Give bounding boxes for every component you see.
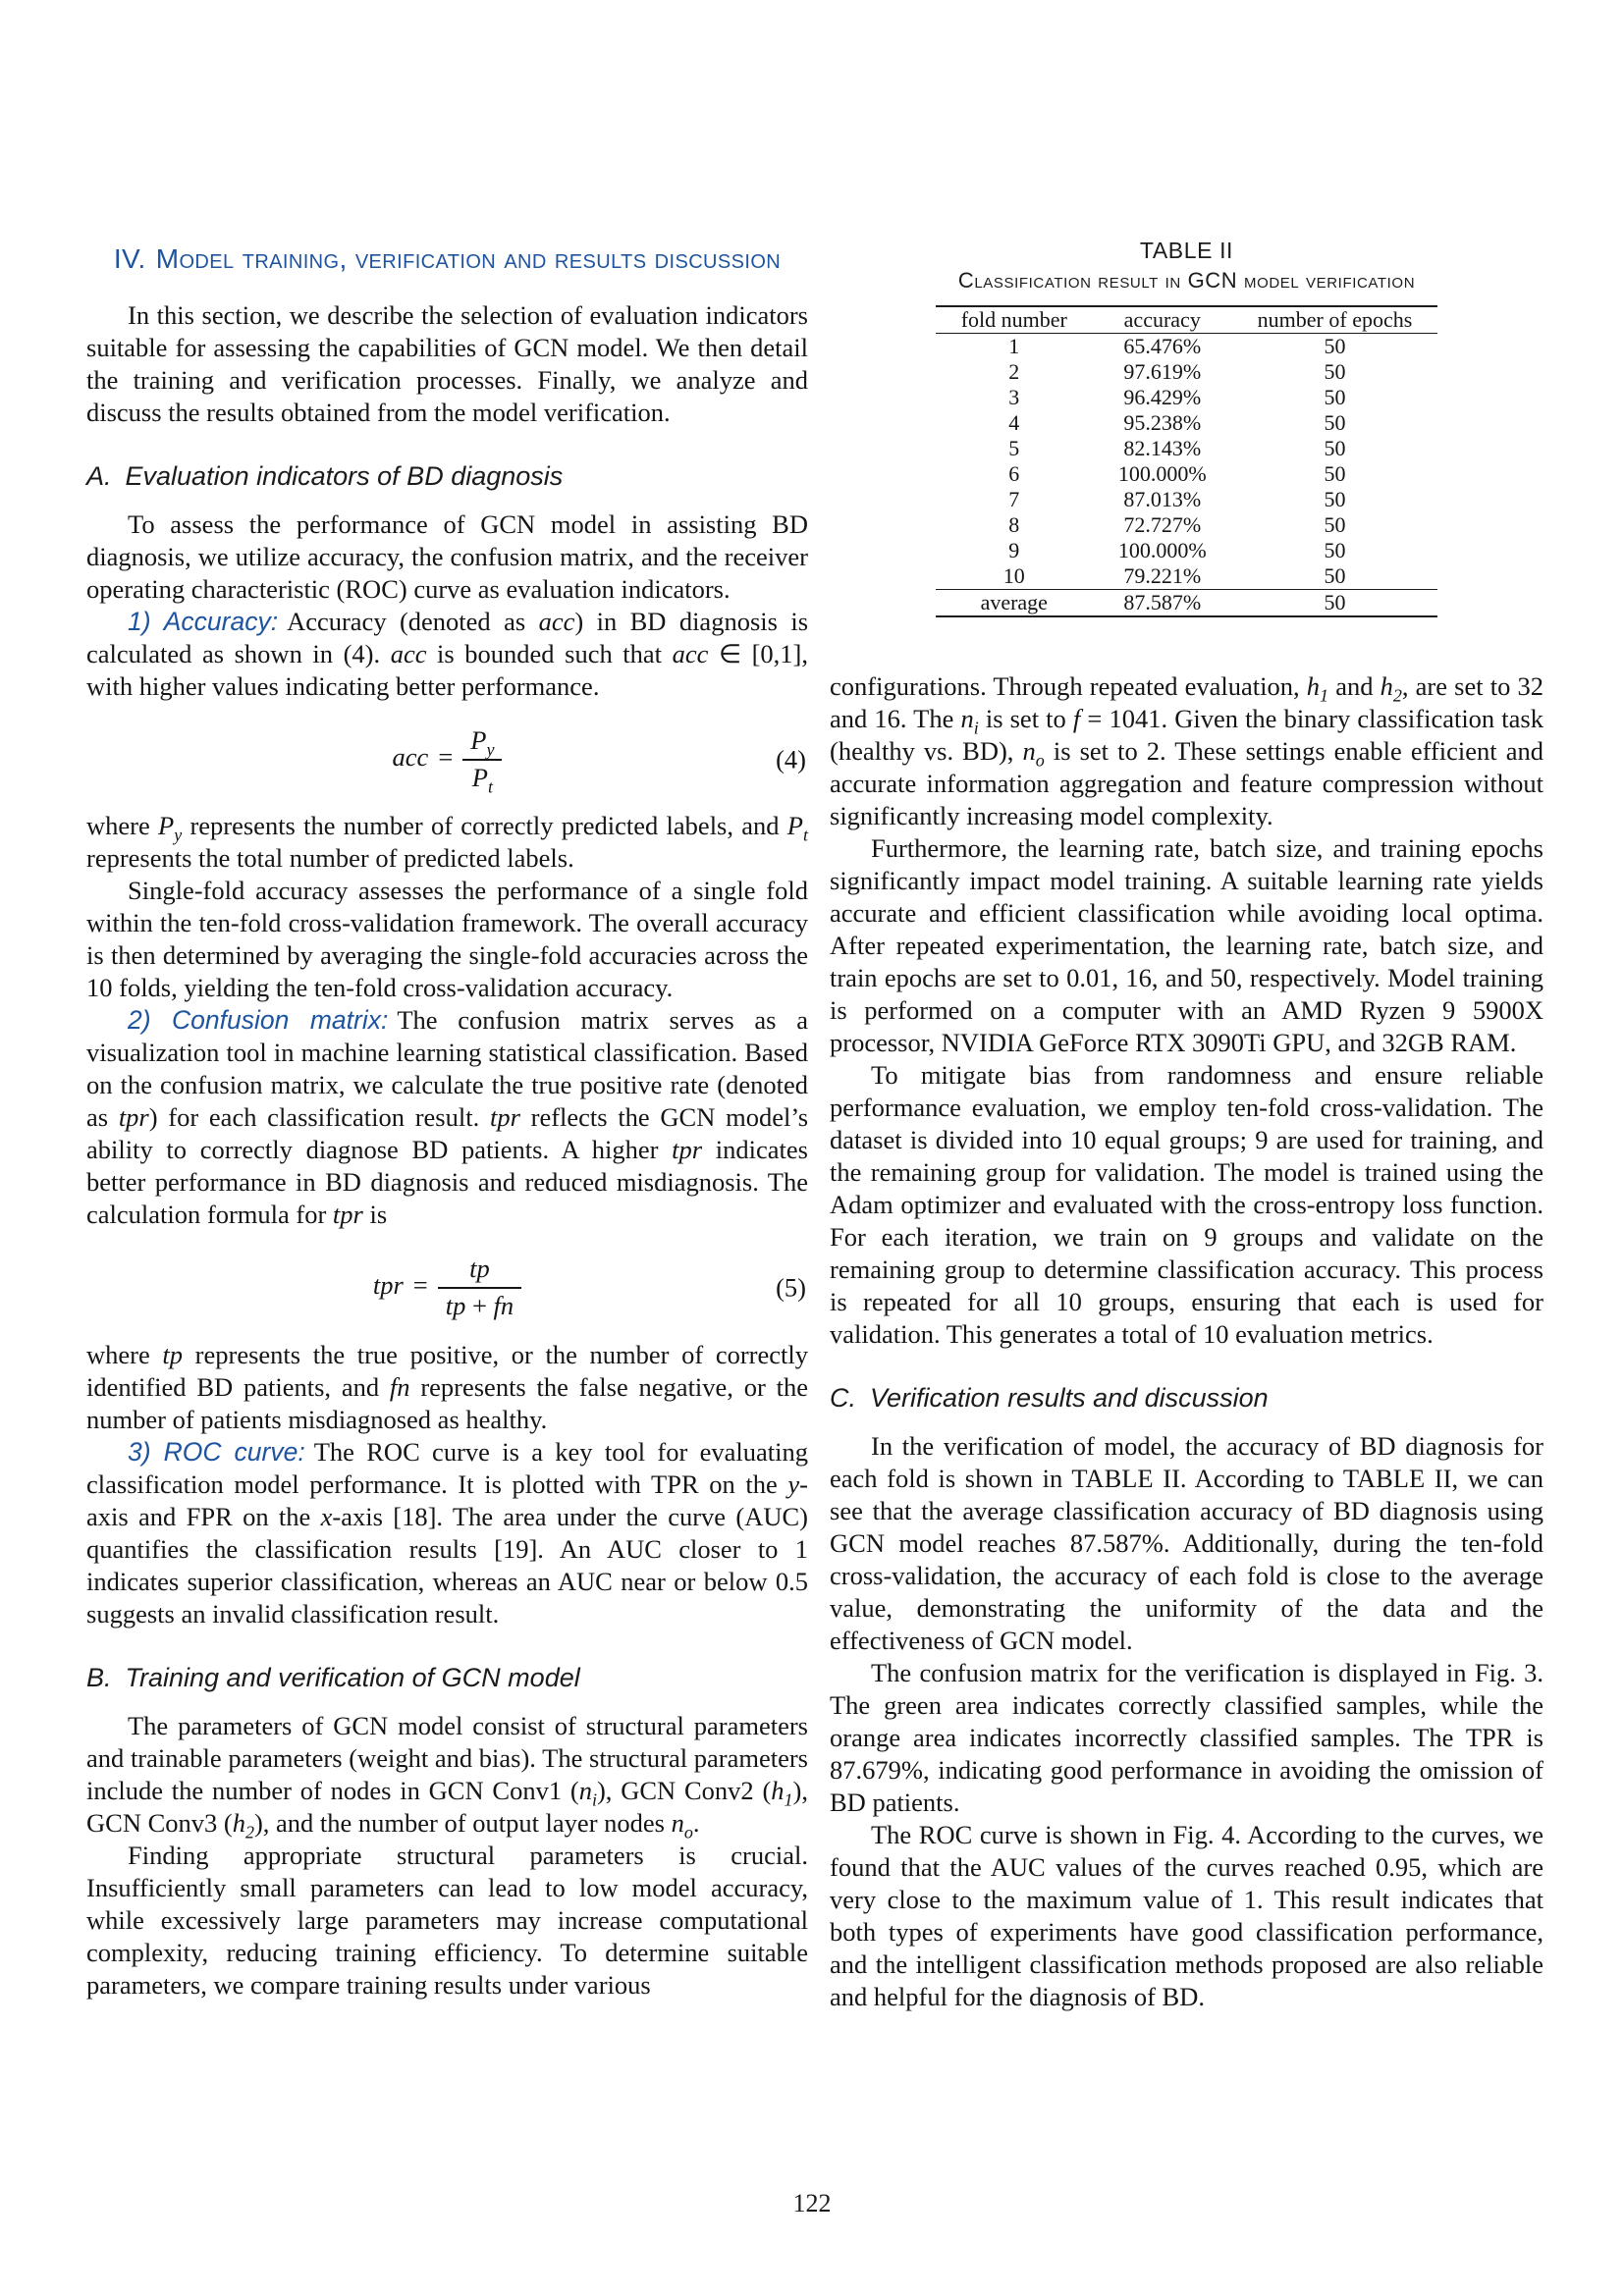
- math-variable: fn: [389, 1371, 410, 1402]
- item-label-roc-curve: 3) ROC curve:: [128, 1436, 305, 1467]
- paragraph-a1: To assess the performance of GCN model in assisting BD diagnosis, we utilize accuracy, the confusion matrix, and the receiver operating characteristic (ROC) curve as evaluation indicators.: [86, 509, 808, 604]
- equation-4-body: [392, 725, 503, 796]
- table-cell: 50: [1324, 461, 1346, 486]
- table-row: [936, 334, 1438, 360]
- item-accuracy: [86, 606, 808, 703]
- item-body: The confusion matrix serves as a visualization tool in machine learning statistical classification. Based on the confusion matrix, we calculate the true positive rate (denoted as tpr) for each classification result. tpr reflects the GCN model’s ability to correctly diagnose BD patients. A higher tpr indicates better performance in BD diagnosis and reduced misdiagnosis. The calculation formula for tpr is: [86, 1005, 809, 1230]
- table-cell: 8: [1008, 512, 1020, 537]
- table-row: [936, 436, 1438, 461]
- paragraph-r2: Furthermore, the learning rate, batch size, and training epochs significantly impact model training. A suitable learning rate yields accurate and efficient classification while avoiding local optima. After repeated experimentation, the learning rate, batch size, and train epochs are set to 0.01, 16, and 50, respectively. Model training is performed on a computer with an AMD Ryzen 9 5900X processor, NVIDIA GeForce RTX 3090Ti GPU, and 32GB RAM.: [830, 833, 1543, 1057]
- table-cell: 5: [1008, 436, 1020, 460]
- table-cell: 50: [1324, 385, 1346, 409]
- table-cell: 79.221%: [1123, 563, 1202, 588]
- section-title: Model training, verification and results discussion: [155, 243, 782, 274]
- math-variable: tp: [469, 1254, 490, 1284]
- paragraph-r1: configurations. Through repeated evaluation, $h_1$ and $h_2$, are set to 32 and 16. The $n_i$ is set to f = 1041. Given the binary classification task (healthy vs. BD), $n_o$ is set to 2. These settings enable efficient and accurate information aggregation and feature compression without significantly increasing model complexity.: [830, 671, 1543, 830]
- math-variable: tpr: [372, 1270, 404, 1301]
- table-row: [936, 512, 1438, 538]
- page-number: 122: [792, 2189, 832, 2217]
- paragraph-b2: Finding appropriate structural parameters is crucial. Insufficiently small parameters can lead to low model accuracy, while excessively large parameters may increase computational complexity, reducing training efficiency. To determine suitable parameters, we compare training results under various: [86, 1840, 808, 2000]
- table-cell-average-accuracy: 87.587%: [1123, 590, 1202, 614]
- fraction: [438, 1255, 521, 1320]
- table-cell: 6: [1008, 461, 1020, 486]
- math-variable: $h_2$: [232, 1807, 254, 1842]
- math-variable: tp: [445, 1291, 466, 1321]
- math-variable: tpr: [672, 1135, 703, 1165]
- math-variable: $h_2$: [1380, 671, 1402, 706]
- table-cell: 7: [1008, 487, 1020, 511]
- table-cell: 50: [1324, 487, 1346, 511]
- item-body: The ROC curve is a key tool for evaluating classification model performance. It is plotted with TPR on the y-axis and FPR on the x-axis [18]. The area under the curve (AUC) quantifies the classification results [19]. An AUC closer to 1 indicates superior classification, whereas an AUC near or below 0.5 suggests an invalid classification result.: [86, 1436, 809, 1629]
- table-cell: 50: [1324, 538, 1346, 562]
- math-variable: $P_y$: [158, 811, 183, 845]
- classification-results-table: [936, 305, 1438, 617]
- table-cell: 2: [1008, 359, 1020, 384]
- item-label-accuracy: 1) Accuracy:: [128, 607, 279, 636]
- intro-paragraph: In this section, we describe the selection of evaluation indicators suitable for assessing the capabilities of GCN model. We then detail the training and verification processes. Finally, we analyze and discuss the results obtained from the model verification.: [86, 300, 808, 427]
- fraction: [462, 725, 502, 796]
- math-variable: $n_o$: [671, 1807, 693, 1842]
- math-variable: tp: [162, 1339, 184, 1369]
- math-variable: acc: [538, 607, 575, 636]
- math-variable: acc: [672, 639, 709, 668]
- math-variable: fn: [493, 1291, 514, 1321]
- equation-5-body: [373, 1255, 521, 1320]
- subsection-heading-c: [830, 1382, 1543, 1414]
- math-variable: $n_i$: [960, 704, 979, 738]
- equals-sign: =: [412, 1270, 428, 1301]
- table-2-title: TABLE II: [1139, 238, 1234, 263]
- fraction-denominator: [462, 759, 502, 796]
- table-cell: 10: [1002, 563, 1025, 588]
- math-variable: f: [1072, 704, 1081, 733]
- table-cell-average-epochs: 50: [1324, 590, 1346, 614]
- math-variable: tpr: [489, 1102, 520, 1133]
- fraction-denominator: tp + fn: [438, 1287, 521, 1321]
- paragraph-c3: The ROC curve is shown in Fig. 4. According to the curves, we found that the AUC values of the curves reached 0.95, which are very close to the maximum value of 1. This result indicates that both types of experiments have good classification performance, and the intelligent classification methods proposed are also reliable and helpful for the diagnosis of BD.: [830, 1820, 1543, 2011]
- math-variable: $P_t$: [471, 762, 493, 796]
- math-variable: $h_1$: [1306, 671, 1329, 706]
- table-2-block: [830, 238, 1543, 617]
- equation-5: [86, 1255, 808, 1320]
- table-cell: 65.476%: [1123, 334, 1202, 358]
- fraction-numerator: [462, 726, 502, 759]
- fraction-numerator: [438, 1255, 521, 1287]
- equation-4: [86, 725, 808, 796]
- math-variable: y: [787, 1468, 800, 1499]
- math-variable: $P_y$: [470, 725, 495, 760]
- equation-4-number: (4): [776, 744, 806, 774]
- table-cell: 50: [1324, 563, 1346, 588]
- subsection-label: B.: [86, 1662, 112, 1692]
- table-cell: 96.429%: [1123, 385, 1202, 409]
- table-header-accuracy: accuracy: [1123, 307, 1201, 332]
- table-header-fold-number: fold number: [960, 307, 1067, 332]
- equation-5-number: (5): [776, 1272, 806, 1303]
- math-variable: x: [320, 1501, 333, 1531]
- table-cell-average-label: average: [980, 590, 1048, 614]
- section-number: IV.: [113, 243, 146, 274]
- math-variable: acc: [390, 639, 427, 668]
- subsection-label: C.: [830, 1383, 856, 1413]
- table-cell: 3: [1008, 385, 1020, 409]
- table-cell: 97.619%: [1123, 359, 1202, 384]
- table-row: [936, 461, 1438, 487]
- math-variable: $h_1$: [771, 1775, 793, 1809]
- equation-lhs: [373, 1270, 404, 1300]
- equation-lhs: [393, 742, 429, 772]
- item-confusion-matrix: [86, 1004, 808, 1231]
- table-cell: 9: [1008, 538, 1020, 562]
- table-row: [936, 563, 1438, 590]
- table-cell: 100.000%: [1117, 538, 1207, 562]
- table-average-row: [936, 590, 1438, 617]
- table-cell: 50: [1324, 436, 1346, 460]
- subsection-title: Evaluation indicators of BD diagnosis: [125, 461, 564, 491]
- table-cell: 87.013%: [1123, 487, 1202, 511]
- table-cell: 82.143%: [1123, 436, 1202, 460]
- table-cell: 50: [1324, 410, 1346, 435]
- math-variable: $n_o$: [1022, 736, 1045, 771]
- section-heading-iv: [86, 241, 808, 276]
- table-row: [936, 385, 1438, 410]
- table-cell: 50: [1324, 359, 1346, 384]
- table-2-caption: Classification result in GCN model verification: [957, 268, 1416, 293]
- table-header-row: [936, 306, 1438, 334]
- table-cell: 100.000%: [1117, 461, 1207, 486]
- item-roc-curve: [86, 1436, 808, 1630]
- item-label-confusion-matrix: 2) Confusion matrix:: [128, 1005, 389, 1036]
- paragraph-where-4: where $P_y$ represents the number of correctly predicted labels, and $P_t$ represents the total number of predicted labels.: [86, 811, 808, 874]
- table-cell: 72.727%: [1123, 512, 1202, 537]
- subsection-heading-a: [86, 460, 808, 492]
- table-cell: 95.238%: [1123, 410, 1202, 435]
- right-column: [830, 238, 1543, 2013]
- subsection-label: A.: [86, 461, 112, 491]
- table-row: [936, 487, 1438, 512]
- paragraph-where-5: where tp represents the true positive, or the number of correctly identified BD patients, and fn represents the false negative, or the number of patients misdiagnosed as healthy.: [86, 1339, 808, 1434]
- table-cell: 50: [1324, 334, 1346, 358]
- equals-sign: =: [438, 741, 454, 772]
- math-variable: $P_t$: [786, 811, 808, 845]
- table-body: [936, 334, 1438, 590]
- left-column: [86, 241, 808, 2002]
- table-head: [936, 306, 1438, 334]
- math-variable: tpr: [332, 1200, 363, 1230]
- paragraph-r3: To mitigate bias from randomness and ensure reliable performance evaluation, we employ ten-fold cross-validation. The dataset is divided into 10 equal groups; 9 are used for training, and the remaining group for validation. The model is trained using the Adam optimizer and evaluated with the cross-entropy loss function. For each iteration, we train on 9 groups and validate on the remaining group to determine classification accuracy. This process is repeated for all 10 groups, ensuring that each is used for validation. This generates a total of 10 evaluation metrics.: [830, 1060, 1543, 1349]
- subsection-heading-b: [86, 1662, 808, 1693]
- table-row: [936, 410, 1438, 436]
- table-header-epochs: number of epochs: [1257, 307, 1413, 332]
- subsection-title: Verification results and discussion: [870, 1383, 1269, 1413]
- table-row: [936, 538, 1438, 563]
- paragraph-c1: In the verification of model, the accuracy of BD diagnosis for each fold is shown in TABLE II. According to TABLE II, we can see that the average classification accuracy of BD diagnosis using GCN model reaches 87.587%. Additionally, during the ten-fold cross-validation, the accuracy of each fold is close to the average value, demonstrating the uniformity of the data and the effectiveness of GCN model.: [830, 1431, 1543, 1655]
- table-foot: [936, 590, 1438, 617]
- paragraph-b1: The parameters of GCN model consist of structural parameters and trainable parameters (weight and bias). The structural parameters include the number of nodes in GCN Conv1 $(n_i)$, GCN Conv2 $(h_1)$, GCN Conv3 $(h_2)$, and the number of output layer nodes $n_o$.: [86, 1710, 808, 1842]
- table-cell: 50: [1324, 512, 1346, 537]
- subsection-title: Training and verification of GCN model: [125, 1662, 580, 1692]
- table-row: [936, 359, 1438, 385]
- table-cell: 1: [1008, 334, 1020, 358]
- math-variable: acc: [392, 741, 429, 772]
- item-body: Accuracy (denoted as acc) in BD diagnosis is calculated as shown in (4). acc is bounded such that acc ∈ [0,1], with higher values indicating better performance.: [86, 607, 809, 701]
- math-variable: $n_i$: [578, 1775, 597, 1809]
- paragraph-singlefold: Single-fold accuracy assesses the performance of a single fold within the ten-fold cross-validation framework. The overall accuracy is then determined by averaging the single-fold accuracies across the 10 folds, yielding the ten-fold cross-validation accuracy.: [86, 876, 808, 1003]
- paragraph-c2: The confusion matrix for the verification is displayed in Fig. 3. The green area indicates correctly classified samples, while the orange area indicates incorrectly classified samples. The TPR is 87.679%, indicating good performance in avoiding the omission of BD patients.: [830, 1658, 1543, 1817]
- math-variable: tpr: [118, 1102, 149, 1133]
- table-cell: 4: [1008, 410, 1020, 435]
